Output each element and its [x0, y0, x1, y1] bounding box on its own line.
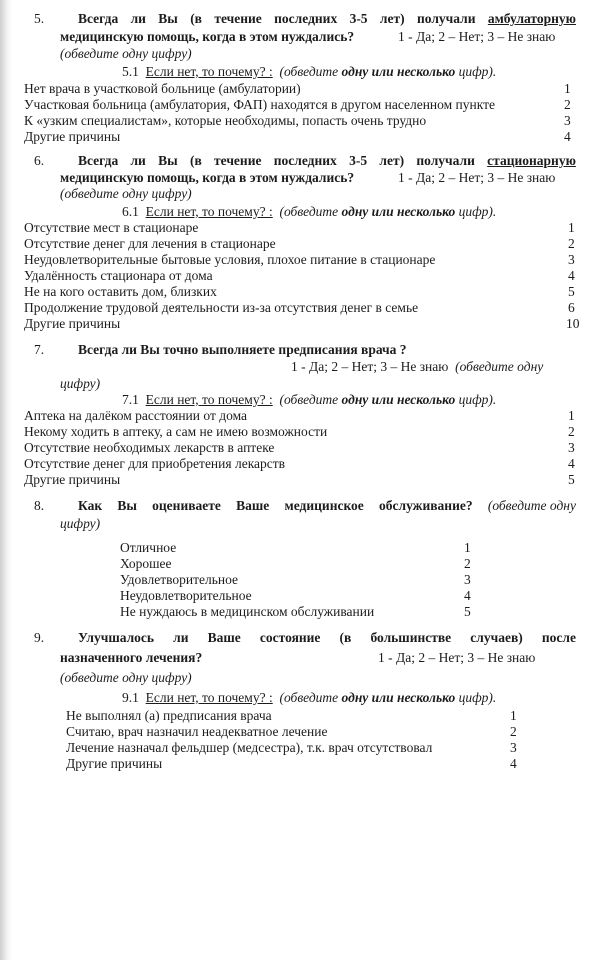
option-code[interactable]: 4: [464, 588, 471, 603]
option-text: Нет врача в участковой больнице (амбулатории): [24, 81, 301, 96]
option-text: Лечение назначал фельдшер (медсестра), т.к. врач отсутствовал: [66, 740, 433, 755]
option-code[interactable]: 3: [464, 572, 471, 587]
option-text: Не выполнял (а) предписания врача: [66, 708, 272, 723]
option-code[interactable]: 5: [568, 472, 575, 487]
instruction: (обведите одну цифру): [60, 670, 192, 685]
option-code[interactable]: 5: [464, 604, 471, 619]
option-text: Аптека на далёком расстоянии от дома: [24, 408, 248, 423]
option-code[interactable]: 4: [510, 756, 517, 771]
answer-options: 1 - Да; 2 – Нет; 3 – Не знаю: [398, 29, 556, 44]
option-text: Отсутствие необходимых лекарств в аптеке: [24, 440, 275, 455]
option-code[interactable]: 1: [568, 408, 575, 423]
question-text-line2: медицинскую помощь, когда в этом нуждались?: [60, 29, 355, 44]
option-code[interactable]: 4: [568, 456, 575, 471]
question-text-line1: Улучшалось ли Ваше состояние (в большинстве случаев) после: [78, 630, 576, 645]
option-text: Отсутствие денег для приобретения лекарств: [24, 456, 286, 471]
emphasized-term: амбулаторную: [487, 11, 576, 26]
question-text-line2: назначенного лечения?: [60, 650, 203, 665]
option-text: Не на кого оставить дом, близких: [24, 284, 217, 299]
question-text-line1: Всегда ли Вы (в течение последних 3-5 лет) получали стационарную: [78, 153, 576, 168]
question-text: Всегда ли Вы точно выполняете предписания врача ?: [78, 342, 407, 357]
instruction-continued: цифру): [60, 516, 101, 531]
option-code[interactable]: 2: [510, 724, 517, 739]
option-code[interactable]: 2: [564, 97, 571, 112]
option-text: Отличное: [120, 540, 177, 555]
option-text: Другие причины: [24, 316, 121, 331]
answer-options: 1 - Да; 2 – Нет; 3 – Не знаю (обведите одну: [291, 359, 544, 374]
option-text: Другие причины: [24, 129, 121, 144]
option-code[interactable]: 1: [564, 81, 571, 96]
question-number: 6.: [34, 153, 45, 168]
question-number: 8.: [34, 498, 45, 513]
subquestion: 9.1 Если нет, то почему? : (обведите одну или несколько цифр).: [122, 690, 497, 705]
option-code[interactable]: 2: [568, 424, 575, 439]
option-code[interactable]: 3: [568, 252, 575, 267]
option-text: Участковая больница (амбулатория, ФАП) находятся в другом населенном пункте: [24, 97, 496, 112]
option-code[interactable]: 1: [464, 540, 471, 555]
option-text: Отсутствие мест в стационаре: [24, 220, 199, 235]
subquestion: 5.1 Если нет, то почему? : (обведите одну или несколько цифр).: [122, 64, 497, 79]
option-code[interactable]: 1: [510, 708, 517, 723]
question-text-line1: Всегда ли Вы (в течение последних 3-5 лет) получали амбулаторную: [78, 11, 576, 26]
option-text: Другие причины: [66, 756, 163, 771]
scan-edge-shadow: [0, 0, 12, 960]
option-text: Неудовлетворительное: [120, 588, 252, 603]
option-code[interactable]: 2: [464, 556, 471, 571]
option-text: Некому ходить в аптеку, а сам не имею возможности: [24, 424, 328, 439]
instruction: (обведите одну цифру): [60, 46, 192, 61]
option-text: Считаю, врач назначил неадекватное лечение: [66, 724, 328, 739]
option-code[interactable]: 1: [568, 220, 575, 235]
question-text-line1: Как Вы оцениваете Ваше медицинское обслуживание? (обведите одну: [78, 498, 576, 513]
option-code[interactable]: 4: [568, 268, 575, 283]
option-code[interactable]: 4: [564, 129, 571, 144]
option-text: Хорошее: [120, 556, 172, 571]
instruction: (обведите одну цифру): [60, 186, 192, 201]
answer-options: 1 - Да; 2 – Нет; 3 – Не знаю: [398, 170, 556, 185]
option-text: Отсутствие денег для лечения в стационаре: [24, 236, 276, 251]
option-text: Удалённость стационара от дома: [24, 268, 213, 283]
question-number: 9.: [34, 630, 45, 645]
option-text: Удовлетворительное: [120, 572, 239, 587]
question-text-line2: медицинскую помощь, когда в этом нуждались?: [60, 170, 355, 185]
subquestion: 6.1 Если нет, то почему? : (обведите одну или несколько цифр).: [122, 204, 497, 219]
question-number: 5.: [34, 11, 45, 26]
option-text: Другие причины: [24, 472, 121, 487]
option-code[interactable]: 10: [566, 316, 580, 331]
option-text: К «узким специалистам», которые необходимы, попасть очень трудно: [24, 113, 427, 128]
option-code[interactable]: 3: [564, 113, 571, 128]
option-code[interactable]: 3: [568, 440, 575, 455]
option-text: Неудовлетворительные бытовые условия, плохое питание в стационаре: [24, 252, 436, 267]
option-text: Не нуждаюсь в медицинском обслуживании: [120, 604, 375, 619]
option-code[interactable]: 5: [568, 284, 575, 299]
option-code[interactable]: 3: [510, 740, 517, 755]
answer-options: 1 - Да; 2 – Нет; 3 – Не знаю: [378, 650, 536, 665]
subquestion: 7.1 Если нет, то почему? : (обведите одну или несколько цифр).: [122, 392, 497, 407]
option-code[interactable]: 2: [568, 236, 575, 251]
question-number: 7.: [34, 342, 45, 357]
emphasized-term: стационарную: [487, 153, 576, 168]
option-text: Продолжение трудовой деятельности из-за отсутствия денег в семье: [24, 300, 419, 315]
option-code[interactable]: 6: [568, 300, 575, 315]
instruction-continued: цифру): [60, 376, 101, 391]
